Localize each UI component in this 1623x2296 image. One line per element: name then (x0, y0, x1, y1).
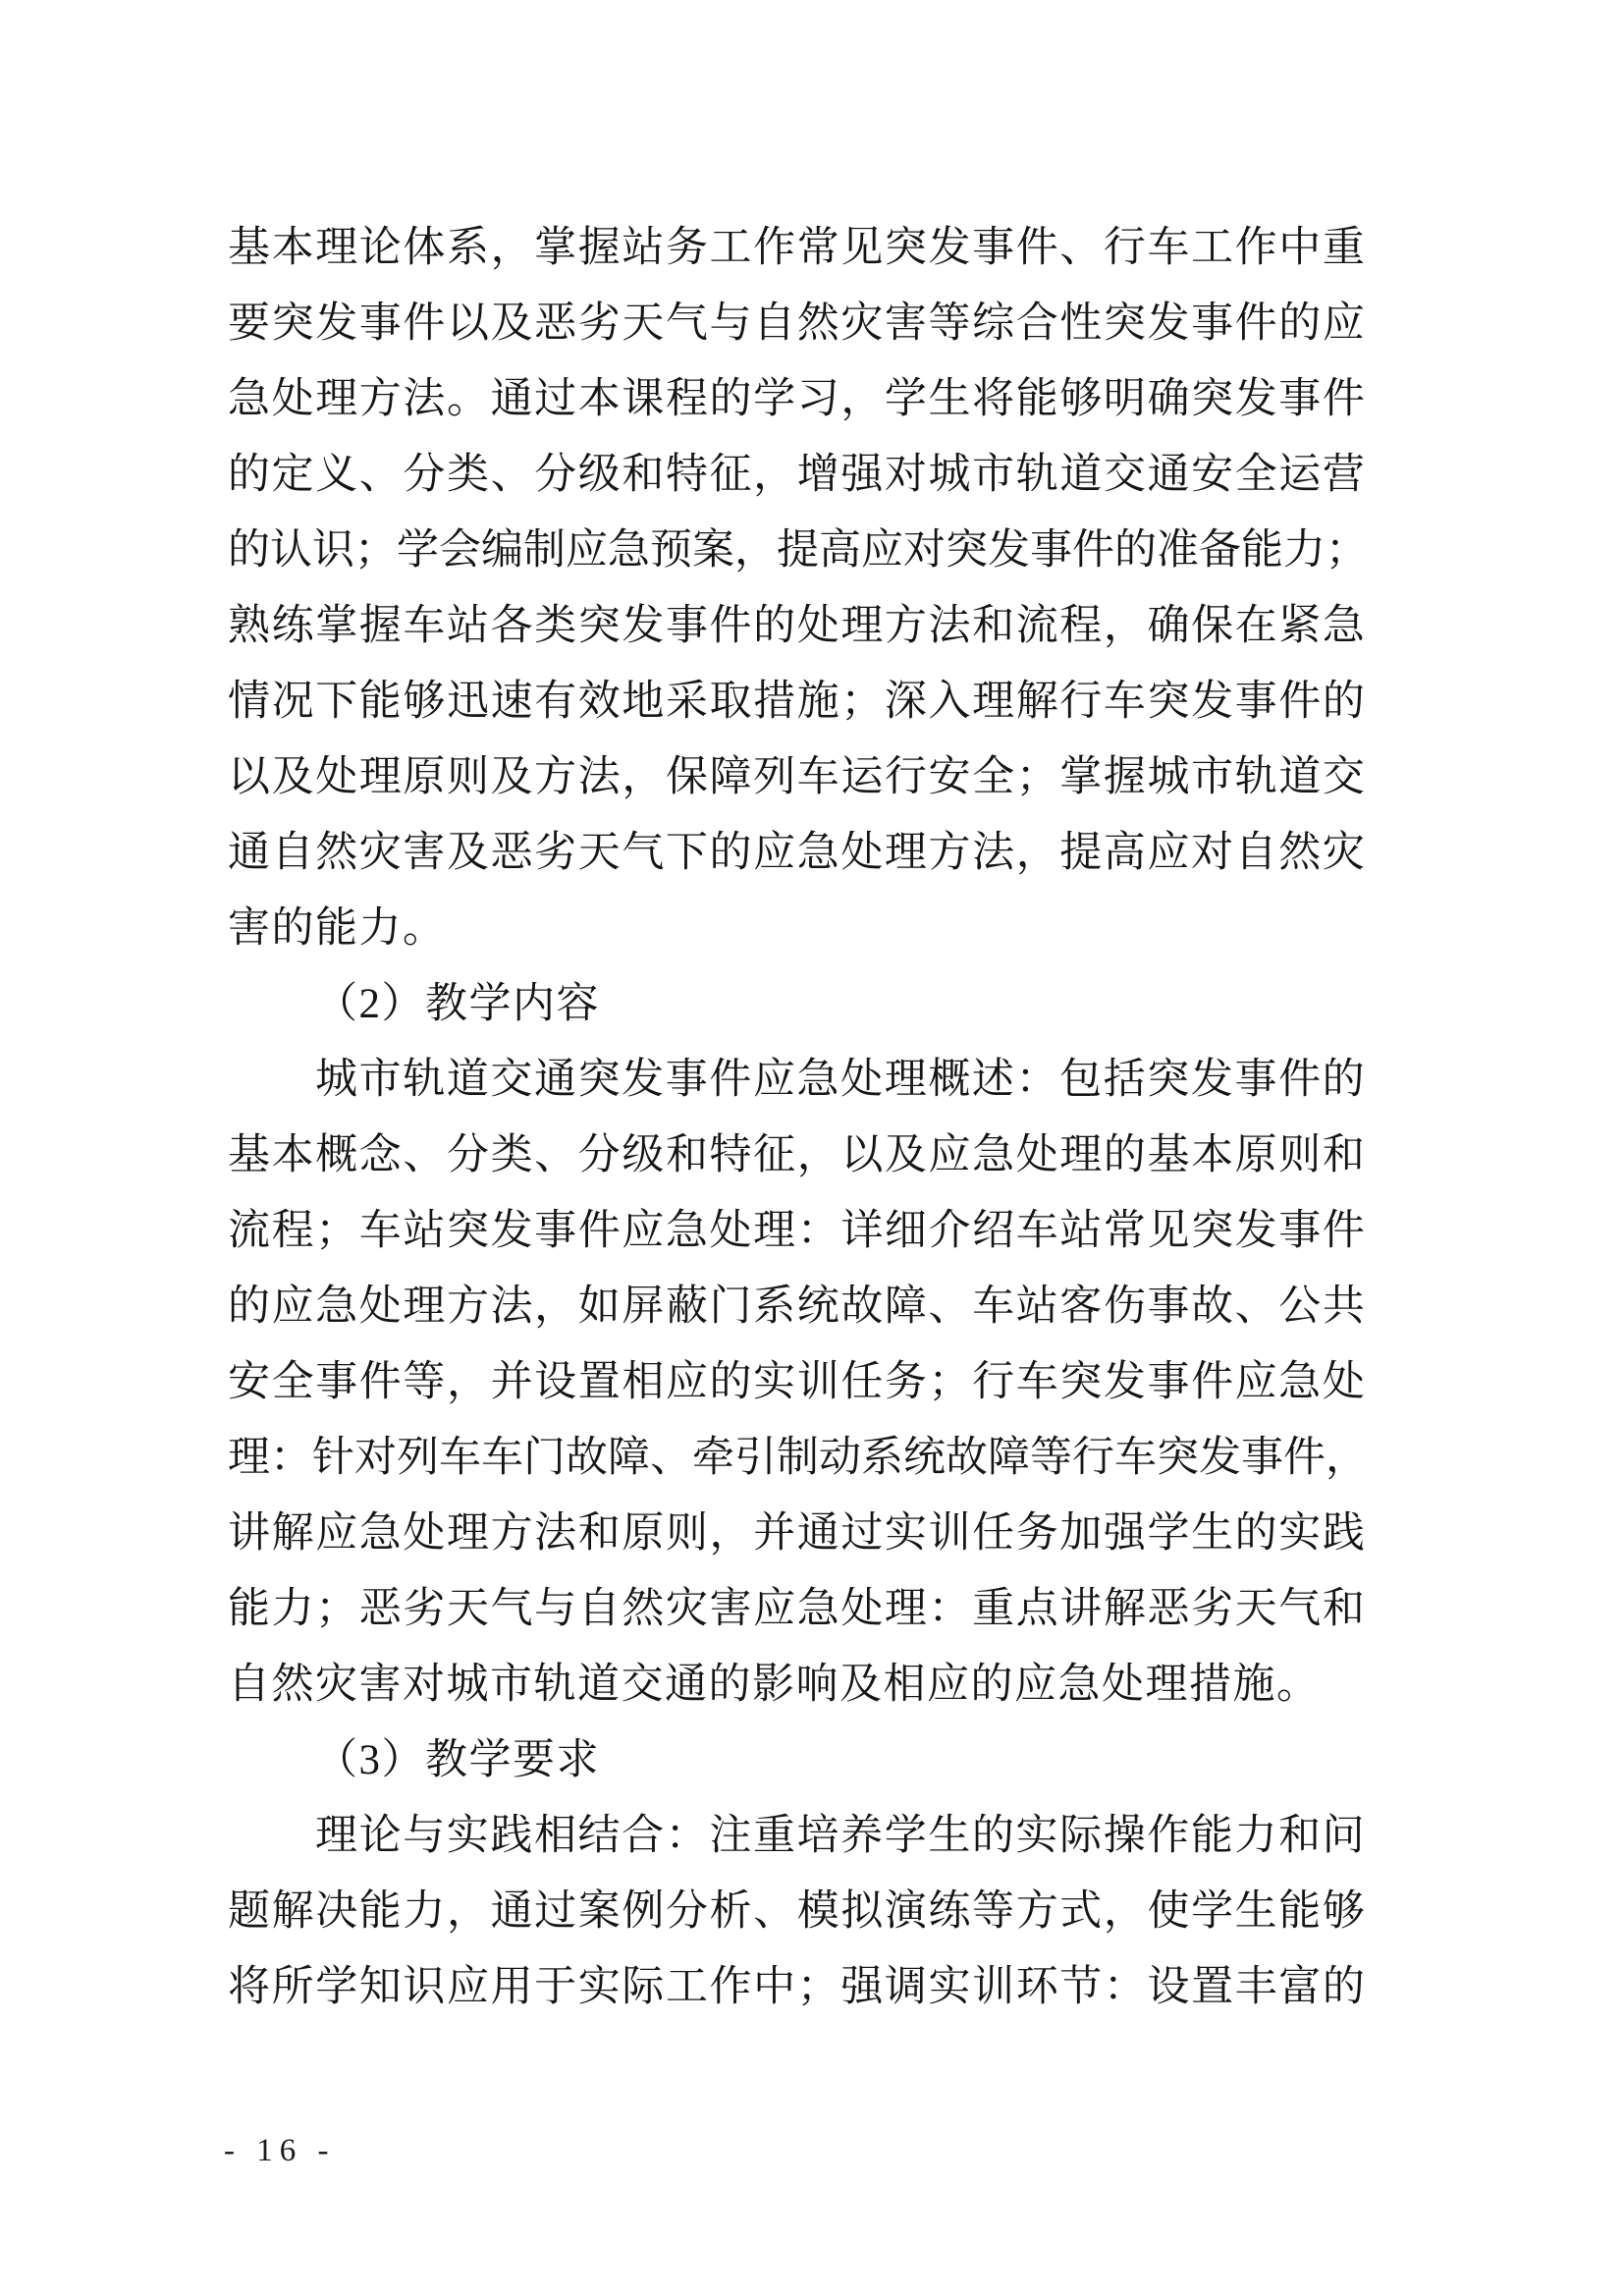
text-line: 的 定 义 、 分 类 、 分 级 和 特 征 ， 增 强 对 城 市 轨 道 交 通 安 全 运 营 (228, 452, 1365, 498)
page-number: - 16 - (224, 2133, 336, 2168)
text-block (228, 221, 1368, 2048)
text-line: 理 论 与 实 践 相 结 合 ： 注 重 培 养 学 生 的 实 际 操 作 能 力 和 问 (315, 1813, 1365, 1859)
text-line: （2）教学内容 (315, 981, 600, 1027)
text-line: 害的能力。 (228, 905, 447, 952)
text-line: 的 认 识 ； 学 会 编 制 应 急 预 案 ， 提 高 应 对 突 发 事 件 的 准 备 能 力 ； (228, 527, 1368, 574)
text-line: （3）教学要求 (315, 1737, 600, 1783)
text-line: 安 全 事 件 等 ， 并 设 置 相 应 的 实 训 任 务 ； 行 车 突 发 事 件 应 急 处 (228, 1359, 1365, 1405)
text-line: 题 解 决 能 力 ， 通 过 案 例 分 析 、 模 拟 演 练 等 方 式 ， 使 学 生 能 够 (228, 1888, 1365, 1935)
text-line: 自然灾害对城市轨道交通的影响及相应的应急处理措施。 (228, 1662, 1321, 1708)
text-line: 熟 练 掌 握 车 站 各 类 突 发 事 件 的 处 理 方 法 和 流 程 ， 确 保 在 紧 急 (228, 603, 1365, 649)
text-line: 以 及 处 理 原 则 及 方 法 ， 保 障 列 车 运 行 安 全 ； 掌 握 城 市 轨 道 交 (228, 754, 1365, 800)
text-line: 急 处 理 方 法 。 通 过 本 课 程 的 学 习 ， 学 生 将 能 够 明 确 突 发 事 件 (228, 376, 1365, 422)
text-line: 城 市 轨 道 交 通 突 发 事 件 应 急 处 理 概 述 ： 包 括 突 发 事 件 的 (315, 1057, 1365, 1103)
text-line: 流 程 ； 车 站 突 发 事 件 应 急 处 理 ： 详 细 介 绍 车 站 常 见 突 发 事 件 (228, 1208, 1365, 1254)
text-line: 情 况 下 能 够 迅 速 有 效 地 采 取 措 施 ； 深 入 理 解 行 车 突 发 事 件 的 (228, 679, 1365, 725)
text-line: 讲 解 应 急 处 理 方 法 和 原 则 ， 并 通 过 实 训 任 务 加 强 学 生 的 实 践 (228, 1510, 1365, 1557)
text-line: 要 突 发 事 件 以 及 恶 劣 天 气 与 自 然 灾 害 等 综 合 性 突 发 事 件 的 应 (228, 301, 1365, 347)
text-line: 将 所 学 知 识 应 用 于 实 际 工 作 中 ； 强 调 实 训 环 节 ： 设 置 丰 富 的 (228, 1964, 1365, 2010)
text-line: 基 本 理 论 体 系 ， 掌 握 站 务 工 作 常 见 突 发 事 件 、 行 车 工 作 中 重 (228, 225, 1365, 271)
text-line: 理 ： 针 对 列 车 车 门 故 障 、 牵 引 制 动 系 统 故 障 等 行 车 突 发 事 件 ， (228, 1435, 1368, 1481)
text-line: 通 自 然 灾 害 及 恶 劣 天 气 下 的 应 急 处 理 方 法 ， 提 高 应 对 自 然 灾 (228, 830, 1365, 876)
text-line: 的 应 急 处 理 方 法 ， 如 屏 蔽 门 系 统 故 障 、 车 站 客 伤 事 故 、 公 共 (228, 1284, 1365, 1330)
text-line: 基 本 概 念 、 分 类 、 分 级 和 特 征 ， 以 及 应 急 处 理 的 基 本 原 则 和 (228, 1132, 1365, 1178)
text-line: 能 力 ； 恶 劣 天 气 与 自 然 灾 害 应 急 处 理 ： 重 点 讲 解 恶 劣 天 气 和 (228, 1586, 1365, 1632)
